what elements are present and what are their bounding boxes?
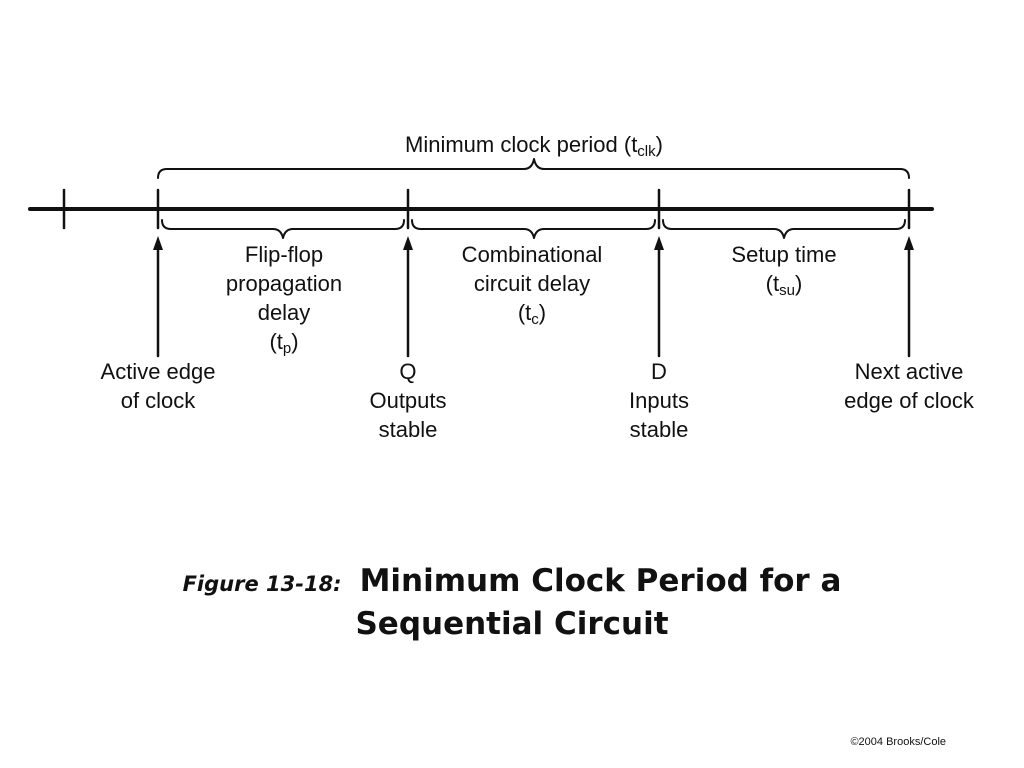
figure-title-line2: Sequential Circuit [355,606,669,642]
event-label-q: Q Outputs stable [369,359,447,442]
clock-period-label: Minimum clock period $(t_{clk})$ [405,132,663,160]
event-label-d: D Inputs stable [629,359,689,442]
brace-combinational-delay [412,220,655,238]
segment-label-setup-time: Setup time $(t_{su})$ [731,242,837,299]
arrowhead-active-edge [153,236,163,250]
brace-setup-time [663,220,905,238]
brace-clock-period [158,159,909,178]
arrowhead-d [654,236,664,250]
figure-number: Figure 13-18: [182,572,342,596]
brace-flipflop-delay [162,220,404,238]
figure-caption [0,560,1024,646]
event-label-active-edge: Active edge of clock [100,359,216,413]
arrowhead-q [403,236,413,250]
figure-title-line1: Minimum Clock Period for a [359,563,842,599]
copyright-notice: ©2004 Brooks/Cole [850,736,946,748]
arrowhead-next-edge [904,236,914,250]
segment-label-flipflop-delay: Flip-flop propagation delay $(t_p)$ [225,242,343,357]
event-label-next-edge: Next active edge of clock [844,359,974,413]
segment-label-combinational-delay: Combinational circuit delay $(t_c)$ [461,242,603,328]
